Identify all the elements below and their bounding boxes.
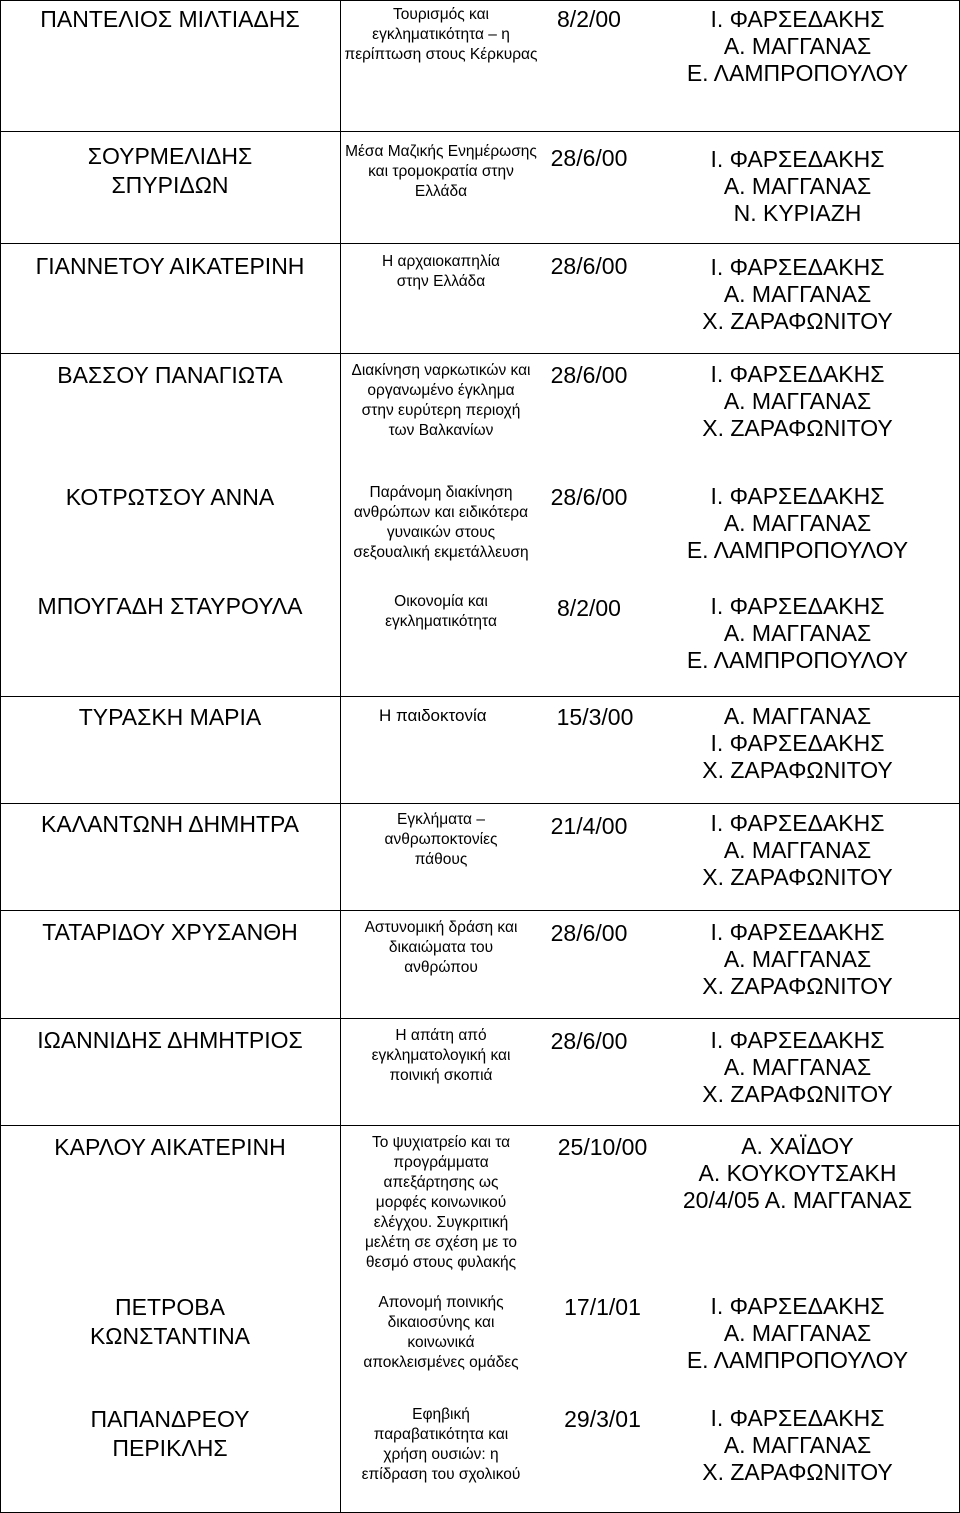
committee-members bbox=[636, 146, 959, 227]
committee-member: Χ. ΖΑΡΑΦΩΝΙΤΟΥ bbox=[702, 973, 893, 999]
committee-member: Ι. ΦΑΡΣΕΔΑΚΗΣ bbox=[710, 593, 885, 619]
thesis-topic-text: Διακίνηση ναρκωτικών και οργανωμένο έγκλημα στην ευρύτερη περιοχή των Βαλκανίων bbox=[351, 362, 531, 439]
approval-date: 8/2/00 bbox=[557, 6, 621, 32]
thesis-topic-text: Η αρχαιοκαπηλία στην Ελλάδα bbox=[381, 253, 500, 290]
student-name: ΤΥΡΑΣΚΗ ΜΑΡΙΑ bbox=[78, 704, 262, 730]
committee-member: Α. ΜΑΓΓΑΝΑΣ bbox=[723, 33, 872, 59]
committee-member: Χ. ΖΑΡΑΦΩΝΙΤΟΥ bbox=[702, 864, 893, 890]
committee-member: Α. ΜΑΓΓΑΝΑΣ bbox=[723, 510, 872, 536]
committee-member: Α. ΜΑΓΓΑΝΑΣ bbox=[723, 388, 872, 414]
committee-member: Ι. ΦΑΡΣΕΔΑΚΗΣ bbox=[710, 483, 885, 509]
committee-member: Ι. ΦΑΡΣΕΔΑΚΗΣ bbox=[710, 1405, 885, 1431]
committee-member: Α. ΜΑΓΓΑΝΑΣ bbox=[723, 1054, 872, 1080]
student-name bbox=[0, 1405, 340, 1463]
committee-member: Χ. ΖΑΡΑΦΩΝΙΤΟΥ bbox=[702, 1081, 893, 1107]
student-name: ΚΑΡΛΟΥ ΑΙΚΑΤΕΡΙΝΗ bbox=[54, 1134, 286, 1160]
committee-members bbox=[636, 1133, 959, 1214]
approval-date: 29/3/01 bbox=[564, 1406, 641, 1432]
approval-date: 28/6/00 bbox=[550, 1028, 628, 1054]
approval-date: 8/2/00 bbox=[557, 595, 621, 621]
committee-member: Ι. ΦΑΡΣΕΔΑΚΗΣ bbox=[710, 1027, 885, 1053]
student-name: ΜΠΟΥΓΑΔΗ ΣΤΑΥΡΟΥΛΑ bbox=[37, 593, 303, 619]
committee-member: Χ. ΖΑΡΑΦΩΝΙΤΟΥ bbox=[702, 757, 893, 783]
approval-date: 17/1/01 bbox=[564, 1294, 641, 1320]
committee-member: Α. ΜΑΓΓΑΝΑΣ bbox=[723, 946, 872, 972]
committee-member: Ε. ΛΑΜΠΡΟΠΟΥΛΟΥ bbox=[686, 537, 909, 563]
student-surname: ΠΕΤΡΟΒΑ ΚΩΝΣΤΑΝΤΙΝΑ bbox=[89, 1294, 251, 1349]
row-divider bbox=[0, 353, 960, 354]
committee-members bbox=[636, 703, 959, 784]
student-name: ΤΑΤΑΡΙΔΟΥ ΧΡΥΣΑΝΘΗ bbox=[42, 919, 298, 945]
committee-member: Ι. ΦΑΡΣΕΔΑΚΗΣ bbox=[710, 1293, 885, 1319]
committee-members bbox=[636, 6, 959, 87]
table-border-left bbox=[0, 0, 1, 1513]
committee-member: Ε. ΛΑΜΠΡΟΠΟΥΛΟΥ bbox=[686, 1347, 909, 1373]
thesis-topic-text: Οικονομία και εγκληματικότητα bbox=[385, 593, 497, 630]
student-name: ΒΑΣΣΟΥ ΠΑΝΑΓΙΩΤΑ bbox=[57, 362, 283, 388]
thesis-topic: Μέσα Μαζικής Ενημέρωσης και τρομοκρατία στην Ελλάδα bbox=[345, 143, 537, 200]
committee-member: Ε. ΛΑΜΠΡΟΠΟΥΛΟΥ bbox=[686, 60, 909, 86]
approval-date: 25/10/00 bbox=[557, 1134, 648, 1160]
row-divider bbox=[0, 131, 960, 132]
committee-member: Α. ΜΑΓΓΑΝΑΣ bbox=[723, 620, 872, 646]
committee-member: Ε. ΛΑΜΠΡΟΠΟΥΛΟΥ bbox=[686, 647, 909, 673]
approval-date: 15/3/00 bbox=[556, 704, 634, 730]
thesis-topic bbox=[341, 1293, 541, 1373]
thesis-topic-text: Αστυνομική δράση και δικαιώματα του ανθρώπου bbox=[364, 919, 518, 976]
row-divider bbox=[0, 803, 960, 804]
committee-member: Ι. ΦΑΡΣΕΔΑΚΗΣ bbox=[710, 730, 885, 756]
column-divider bbox=[340, 0, 341, 1513]
committee-members bbox=[636, 1027, 959, 1108]
committee-member: Ι. ΦΑΡΣΕΔΑΚΗΣ bbox=[710, 919, 885, 945]
row-divider bbox=[0, 243, 960, 244]
thesis-topic bbox=[341, 361, 541, 441]
committee-members bbox=[636, 254, 959, 335]
committee-member: 20/4/05 Α. ΜΑΓΓΑΝΑΣ bbox=[682, 1187, 913, 1213]
student-name: ΠΑΝΤΕΛΙΟΣ ΜΙΛΤΙΑΔΗΣ bbox=[40, 6, 300, 32]
committee-member: Χ. ΖΑΡΑΦΩΝΙΤΟΥ bbox=[702, 308, 893, 334]
committee-members bbox=[636, 593, 959, 674]
approval-date: 28/6/00 bbox=[550, 145, 628, 171]
thesis-topic bbox=[341, 1133, 541, 1273]
thesis-topic-text: Το ψυχιατρείο και τα προγράμματα απεξάρτησης ως μορφές κοινωνικού ελέγχου. Συγκριτική μελέτη σε σχέση με το θεσμό στους φυλακής bbox=[364, 1134, 518, 1271]
thesis-topic bbox=[341, 1026, 541, 1086]
committee-member: Α. ΜΑΓΓΑΝΑΣ bbox=[723, 837, 872, 863]
committee-members bbox=[636, 361, 959, 442]
committee-member: Α. ΜΑΓΓΑΝΑΣ bbox=[723, 1320, 872, 1346]
thesis-topic bbox=[341, 918, 541, 978]
committee-member: Α. ΧΑΪΔΟΥ bbox=[741, 1133, 854, 1159]
committee-members bbox=[636, 1405, 959, 1486]
committee-member: Α. ΚΟΥΚΟΥΤΣΑΚΗ bbox=[698, 1160, 897, 1186]
committee-member: Ι. ΦΑΡΣΕΔΑΚΗΣ bbox=[710, 810, 885, 836]
approval-date: 28/6/00 bbox=[550, 253, 628, 279]
committee-member: Ι. ΦΑΡΣΕΔΑΚΗΣ bbox=[710, 254, 885, 280]
row-divider bbox=[0, 1018, 960, 1019]
student-name: ΙΩΑΝΝΙΔΗΣ ΔΗΜΗΤΡΙΟΣ bbox=[37, 1027, 303, 1053]
thesis-topic-text: Απονομή ποινικής δικαιοσύνης και κοινωνικά αποκλεισμένες ομάδες bbox=[363, 1294, 519, 1371]
thesis-topic-text: Παράνομη διακίνηση ανθρώπων και ειδικότερα γυναικών στους σεξουαλική εκμετάλλευση bbox=[353, 484, 529, 561]
committee-member: Χ. ΖΑΡΑΦΩΝΙΤΟΥ bbox=[702, 1459, 893, 1485]
table-border-top bbox=[0, 0, 960, 1]
committee-member: Χ. ΖΑΡΑΦΩΝΙΤΟΥ bbox=[702, 415, 893, 441]
approval-date: 28/6/00 bbox=[550, 920, 628, 946]
student-name: ΓΙΑΝΝΕΤΟΥ ΑΙΚΑΤΕΡΙΝΗ bbox=[35, 253, 305, 279]
approval-date: 28/6/00 bbox=[550, 362, 628, 388]
thesis-topic-text: Εγκλήματα – ανθρωποκτονίες πάθους bbox=[384, 811, 498, 868]
thesis-topic-text: Εφηβική παραβατικότητα και χρήση ουσιών: η επίδραση του σχολικού bbox=[361, 1406, 521, 1483]
approval-date: 21/4/00 bbox=[550, 813, 628, 839]
committee-member: Α. ΜΑΓΓΑΝΑΣ bbox=[723, 281, 872, 307]
committee-member: Ι. ΦΑΡΣΕΔΑΚΗΣ bbox=[710, 146, 885, 172]
thesis-topic: Τουρισμός και εγκληματικότητα – η περίπτωση στους Κέρκυρας bbox=[344, 6, 538, 63]
student-surname: ΣΟΥΡΜΕΛΙΔΗΣ ΣΠΥΡΙΔΩΝ bbox=[87, 143, 253, 198]
committee-members bbox=[636, 1293, 959, 1374]
row-divider bbox=[0, 696, 960, 697]
committee-member: Α. ΜΑΓΓΑΝΑΣ bbox=[723, 1432, 872, 1458]
student-name: ΚΑΛΑΝΤΩΝΗ ΔΗΜΗΤΡΑ bbox=[41, 811, 299, 837]
committee-members bbox=[636, 483, 959, 564]
student-name: ΚΟΤΡΩΤΣΟΥ ΑΝΝΑ bbox=[65, 484, 275, 510]
row-divider bbox=[0, 910, 960, 911]
committee-members bbox=[636, 919, 959, 1000]
row-divider bbox=[0, 1125, 960, 1126]
committee-member: Α. ΜΑΓΓΑΝΑΣ bbox=[723, 173, 872, 199]
committee-member: Ι. ΦΑΡΣΕΔΑΚΗΣ bbox=[710, 361, 885, 387]
student-name bbox=[0, 142, 340, 200]
student-name bbox=[0, 1293, 340, 1351]
committee-member: Ι. ΦΑΡΣΕΔΑΚΗΣ bbox=[710, 6, 885, 32]
approval-date: 28/6/00 bbox=[550, 484, 628, 510]
committee-members bbox=[636, 810, 959, 891]
thesis-topic bbox=[341, 252, 541, 292]
committee-member: Ν. ΚΥΡΙΑΖΗ bbox=[733, 200, 862, 226]
thesis-topic bbox=[341, 483, 541, 563]
thesis-topic bbox=[341, 1405, 541, 1485]
thesis-topic: Η παιδοκτονία bbox=[379, 706, 487, 725]
thesis-topic bbox=[341, 592, 541, 632]
student-surname: ΠΑΠΑΝΔΡΕΟΥ ΠΕΡΙΚΛΗΣ bbox=[90, 1406, 250, 1461]
committee-member: Α. ΜΑΓΓΑΝΑΣ bbox=[723, 703, 872, 729]
thesis-topic bbox=[341, 810, 541, 870]
thesis-topic-text: Η απάτη από εγκληματολογική και ποινική σκοπιά bbox=[371, 1027, 511, 1084]
